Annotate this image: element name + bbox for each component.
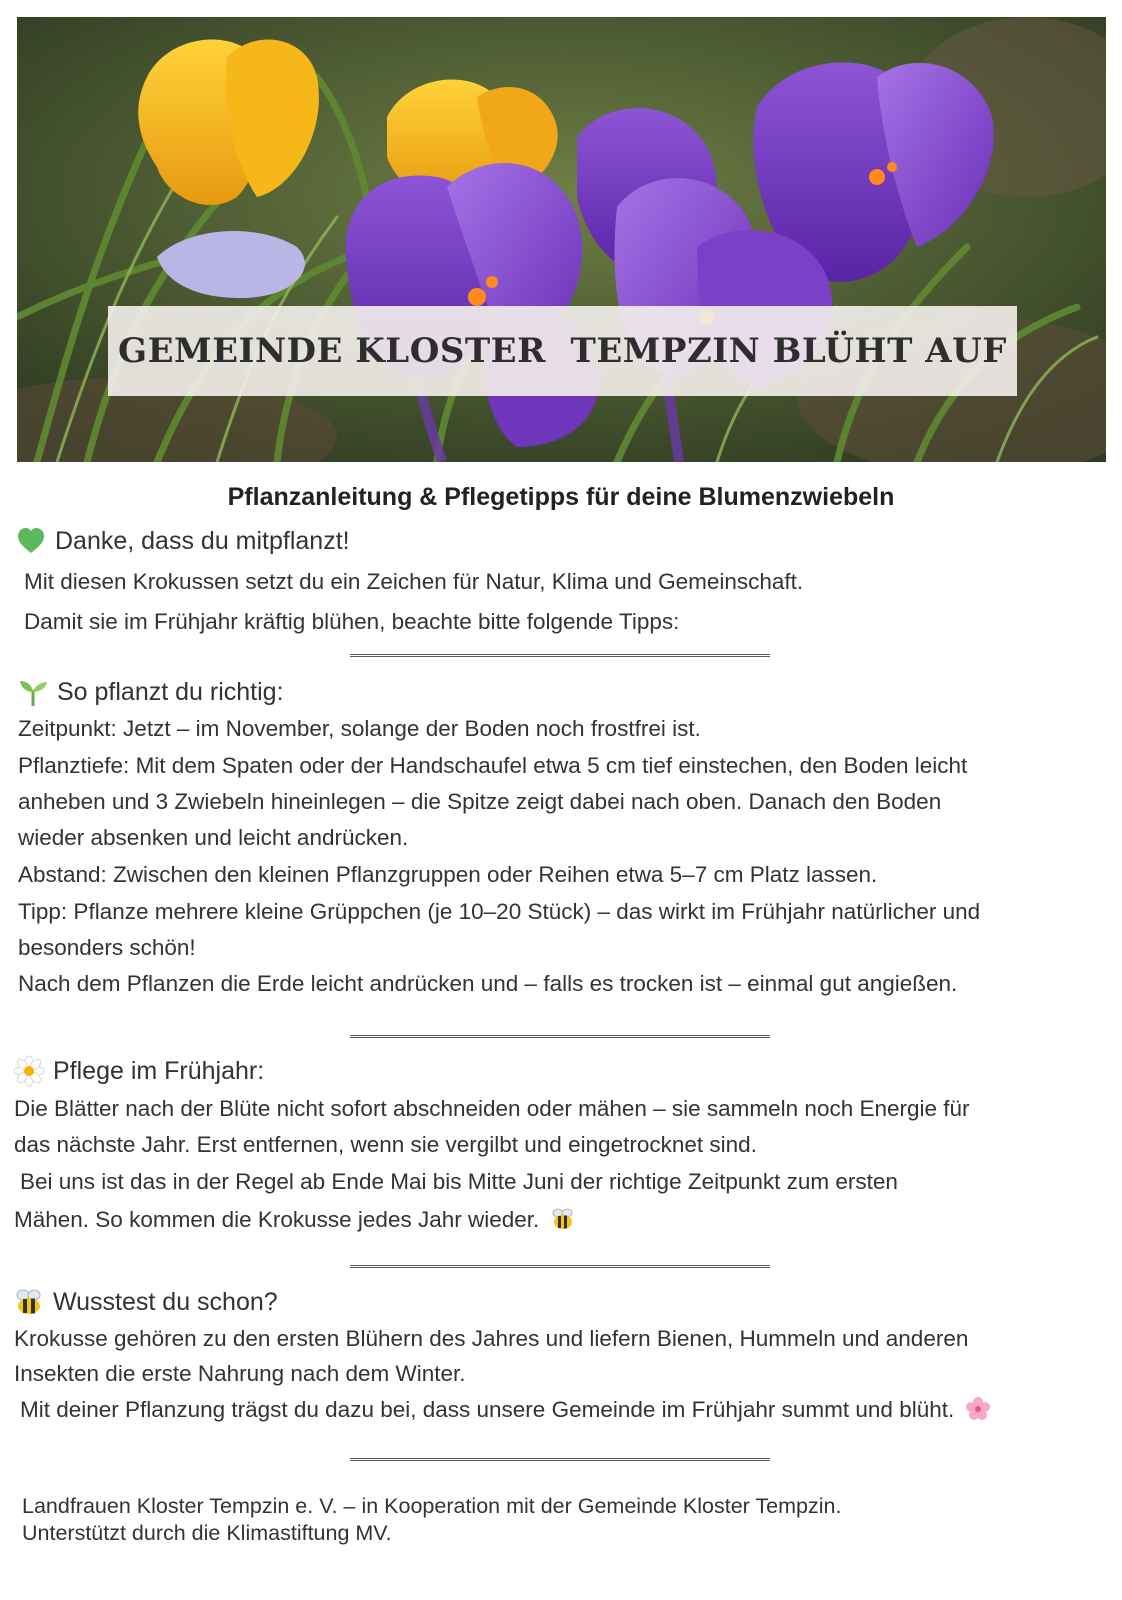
bee-icon bbox=[550, 1206, 576, 1232]
planting-heading: So pflanzt du richtig: bbox=[57, 677, 284, 706]
facts-line-3: Mit deiner Pflanzung trägst du dazu bei, dass unsere Gemeinde im Frühjahr summt und blüht. bbox=[20, 1397, 955, 1422]
facts-line-2: Insekten die erste Nahrung nach dem Winter. bbox=[14, 1361, 466, 1386]
page-title: GEMEINDE KLOSTER TEMPZIN BLÜHT AUF bbox=[118, 331, 1007, 371]
footer-line-1: Landfrauen Kloster Tempzin e. V. – in Kooperation mit der Gemeinde Kloster Tempzin. bbox=[22, 1494, 842, 1518]
thanks-line-1: Mit diesen Krokussen setzt du ein Zeichen für Natur, Klima und Gemeinschaft. bbox=[24, 569, 804, 594]
care-line-3: Bei uns ist das in der Regel ab Ende Mai bis Mitte Juni der richtige Zeitpunkt zum ersten bbox=[20, 1169, 898, 1194]
care-line-2: das nächste Jahr. Erst entfernen, wenn sie vergilbt und eingetrocknet sind. bbox=[14, 1132, 757, 1157]
care-line-1: Die Blätter nach der Blüte nicht sofort abschneiden oder mähen – sie sammeln noch Energie für bbox=[14, 1096, 970, 1121]
green-heart-icon bbox=[15, 525, 47, 557]
thanks-heading-row bbox=[15, 525, 350, 557]
planting-line-1: Zeitpunkt: Jetzt – im November, solange der Boden noch frostfrei ist. bbox=[18, 716, 701, 741]
daisy-icon bbox=[13, 1055, 45, 1087]
facts-heading-row bbox=[13, 1286, 278, 1318]
footer-line-2: Unterstützt durch die Klimastiftung MV. bbox=[22, 1521, 392, 1545]
care-heading-row bbox=[13, 1055, 264, 1087]
planting-line-7: besonders schön! bbox=[18, 935, 196, 960]
subtitle: Pflanzanleitung & Pflegetipps für deine Blumenzwiebeln bbox=[227, 483, 895, 511]
divider bbox=[350, 1265, 770, 1268]
planting-line-8: Nach dem Pflanzen die Erde leicht andrücken und – falls es trocken ist – einmal gut angießen. bbox=[18, 971, 958, 996]
divider bbox=[350, 1458, 770, 1461]
planting-line-4: wieder absenken und leicht andrücken. bbox=[18, 825, 409, 850]
facts-line-3-row bbox=[20, 1396, 991, 1423]
planting-line-5: Abstand: Zwischen den kleinen Pflanzgruppen oder Reihen etwa 5–7 cm Platz lassen. bbox=[18, 862, 878, 887]
seedling-icon bbox=[17, 676, 49, 708]
thanks-line-2: Damit sie im Frühjahr kräftig blühen, beachte bitte folgende Tipps: bbox=[24, 609, 680, 634]
bee-icon bbox=[13, 1286, 45, 1318]
thanks-heading: Danke, dass du mitpflanzt! bbox=[55, 526, 350, 555]
divider bbox=[350, 1035, 770, 1038]
care-line-4: Mähen. So kommen die Krokusse jedes Jahr wieder. bbox=[14, 1207, 540, 1232]
care-line-4-row bbox=[14, 1206, 576, 1233]
divider bbox=[350, 654, 770, 657]
planting-line-2: Pflanztiefe: Mit dem Spaten oder der Handschaufel etwa 5 cm tief einstechen, den Boden leicht bbox=[18, 753, 968, 778]
facts-line-1: Krokusse gehören zu den ersten Blühern des Jahres und liefern Bienen, Hummeln und anderen bbox=[14, 1326, 969, 1351]
cherry-blossom-icon bbox=[965, 1396, 991, 1422]
hero-image bbox=[17, 17, 1106, 462]
title-banner bbox=[108, 306, 1017, 396]
facts-heading: Wusstest du schon? bbox=[53, 1287, 278, 1316]
planting-line-3: anheben und 3 Zwiebeln hineinlegen – die Spitze zeigt dabei nach oben. Danach den Boden bbox=[18, 789, 942, 814]
planting-line-6: Tipp: Pflanze mehrere kleine Grüppchen (je 10–20 Stück) – das wirkt im Frühjahr natürlicher und bbox=[18, 899, 981, 924]
planting-heading-row bbox=[17, 676, 284, 708]
care-heading: Pflege im Frühjahr: bbox=[53, 1056, 265, 1085]
